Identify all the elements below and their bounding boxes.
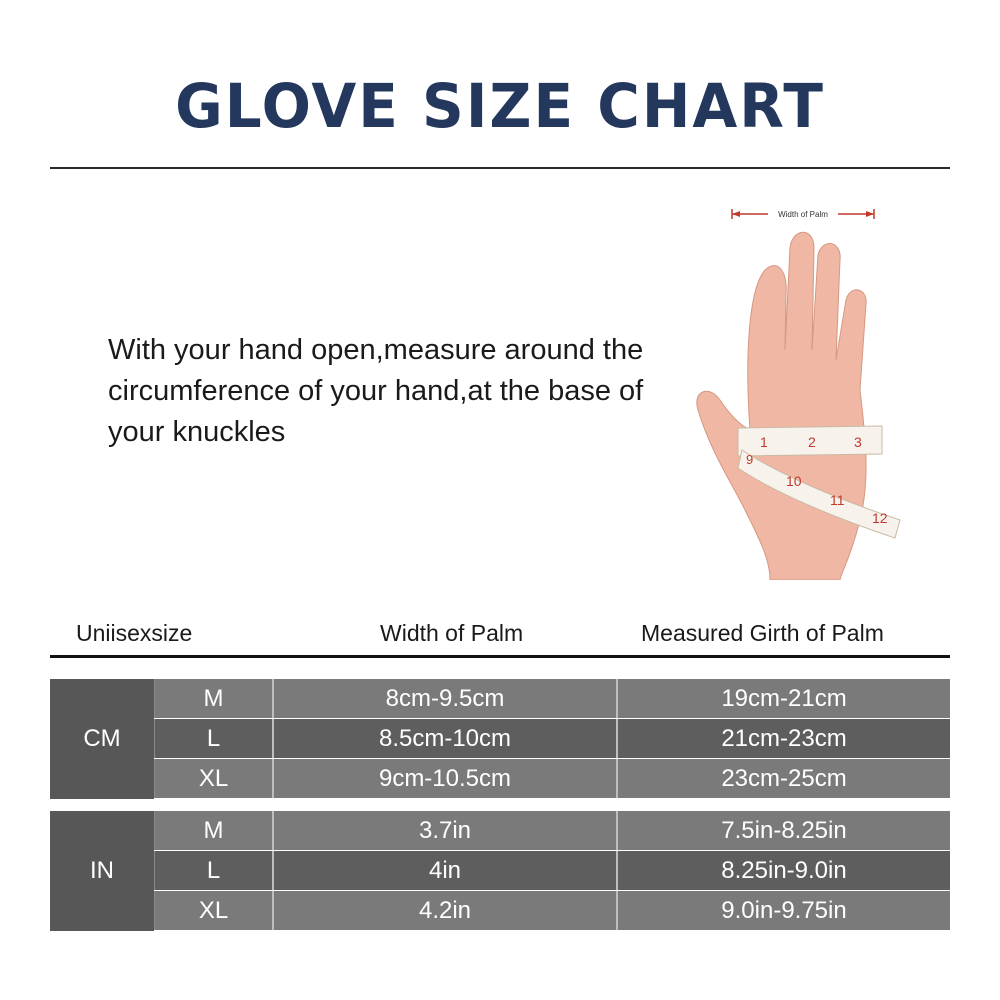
size-cell: XL [154, 891, 272, 930]
tape-number: 2 [808, 434, 816, 450]
palm-girth-cell: 23cm-25cm [616, 759, 950, 798]
palm-width-cell: 4.2in [272, 891, 616, 930]
palm-width-cell: 4in [272, 851, 616, 890]
table-row [154, 679, 950, 718]
header-divider [50, 655, 950, 658]
palm-girth-cell: 8.25in-9.0in [616, 851, 950, 890]
palm-width-cell: 8cm-9.5cm [272, 679, 616, 718]
tape-number: 1 [760, 434, 768, 450]
measuring-instruction: With your hand open,measure around the circumference of your hand,at the base of your knuckles [108, 334, 644, 448]
title-divider [50, 167, 950, 169]
header-measured-girth: Measured Girth of Palm [641, 620, 884, 646]
tape-number: 9 [746, 452, 754, 467]
width-of-palm-indicator [732, 209, 874, 219]
table-row [154, 719, 950, 758]
hand-shape [697, 232, 866, 580]
unit-label-in: IN [50, 811, 154, 931]
table-row [154, 759, 950, 798]
cm-size-block [50, 679, 950, 799]
palm-girth-cell: 9.0in-9.75in [616, 891, 950, 930]
palm-width-label: Width of Palm [778, 210, 828, 219]
table-row [154, 891, 950, 930]
palm-girth-cell: 7.5in-8.25in [616, 811, 950, 850]
tape-number: 12 [872, 510, 888, 526]
palm-width-cell: 8.5cm-10cm [272, 719, 616, 758]
tape-number: 10 [786, 473, 802, 489]
palm-width-cell: 9cm-10.5cm [272, 759, 616, 798]
tape-number: 3 [854, 434, 862, 450]
size-cell: L [154, 719, 272, 758]
palm-girth-cell: 21cm-23cm [616, 719, 950, 758]
size-cell: XL [154, 759, 272, 798]
palm-width-cell: 3.7in [272, 811, 616, 850]
table-row [154, 811, 950, 850]
table-row [154, 851, 950, 890]
size-cell: L [154, 851, 272, 890]
hand-measurement-illustration [690, 200, 920, 580]
in-size-block [50, 811, 950, 931]
size-cell: M [154, 679, 272, 718]
page-title: GLOVE SIZE CHART [175, 70, 825, 142]
palm-girth-cell: 19cm-21cm [616, 679, 950, 718]
header-unisex-size: Uniisexsize [76, 620, 193, 646]
header-width-of-palm: Width of Palm [380, 620, 524, 646]
size-cell: M [154, 811, 272, 850]
tape-number: 11 [830, 492, 845, 508]
unit-label-cm: CM [50, 679, 154, 799]
